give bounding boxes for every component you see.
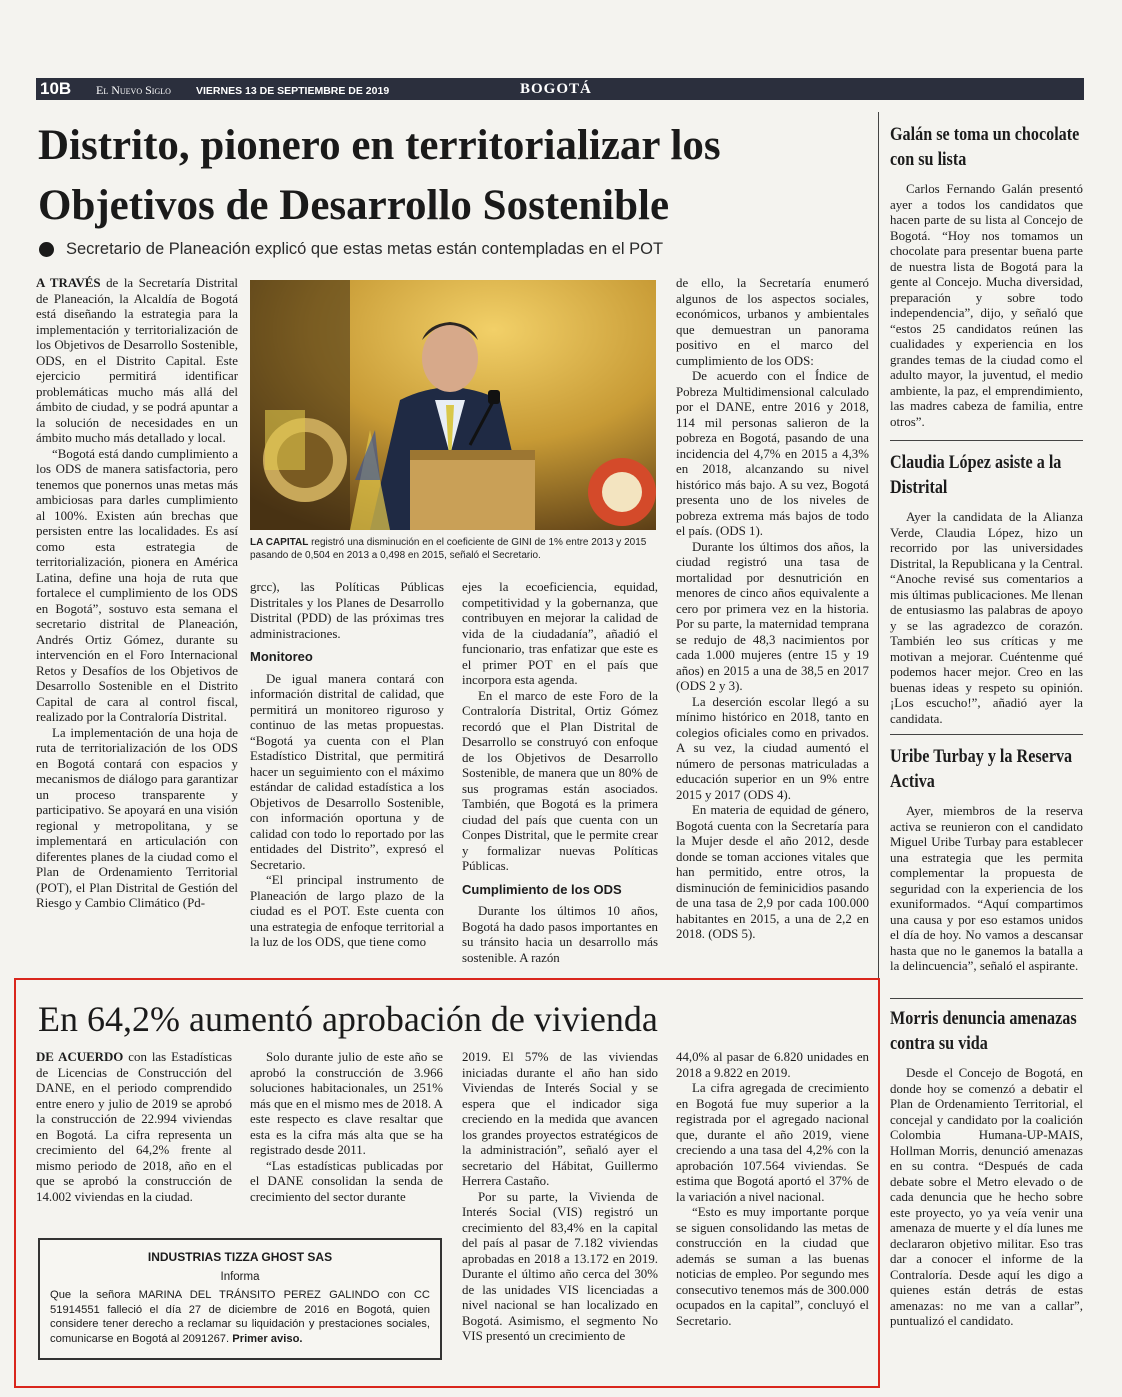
sidebar-separator (890, 440, 1083, 441)
paragraph: “El principal instrumento de Planeación de largo plazo de la ciudad es el POT. Este cuenta con una estrategia de enfoque territorial a la luz de los ODS, que tiene como (250, 873, 444, 949)
notice-body-wrap (50, 1288, 430, 1346)
bullet-icon (39, 242, 54, 257)
subhead-monitoreo: Monitoreo (250, 649, 313, 664)
paragraph: 44,0% al pasar de 6.820 unidades en 2018 a 9.822 en 2019. (676, 1050, 869, 1080)
notice-informa: Informa (220, 1271, 260, 1283)
main-article-col4 (676, 276, 869, 976)
paragraph: La implementación de una hoja de ruta de territorialización de los ODS en Bogotá contará con espacios y mecanismos de diálogo para garantizar un proceso transparente y participativo. Se apoyará en una visión regional y metropolitana, y se implementará en articulación con diferentes planes de la ciudad como el Plan de Ordenamiento Territorial (POT), el Plan Distrital de Gestión del Riesgo y Cambio Climático (Pd- (36, 725, 238, 910)
notice-company: INDUSTRIAS TIZZA GHOST SAS (147, 1250, 333, 1264)
sidebar-item-4 (890, 1006, 1083, 1356)
main-article-col2 (250, 580, 444, 976)
paragraph: ejes la ecoeficiencia, equidad, competitividad y la gobernanza, que contribuyen en mejorar la calidad de vida de la ciudadanía”, añadió el funcionario, tras enfatizar que este es el primer POT en el país que incorpora esta agenda. (462, 580, 658, 687)
section-name: BOGOTÁ (520, 81, 592, 97)
paragraph: En el marco de este Foro de la Contraloría Distrital, Ortiz Gómez recordó que el Plan Distrital de Desarrollo se construyó con enfoque de los Objetivos de Desarrollo Sostenible, de manera que un 80% de sus programas están asociados. También, que Bogotá es la primera ciudad del país que cuenta con un Conpes Distrital, que le permite crear y formalizar nuevas Políticas Públicas. (462, 688, 658, 873)
paragraph: Durante los últimos dos años, la ciudad registró una tasa de mortalidad por desnutrición en menores de cinco años equivalente a cero por primera vez en la historia. Por su parte, la maternidad temprana se redujo de 48,3 nacimientos por cada 1.000 mujeres (entre 15 y 19 años) en 2015 a una de 38,5 en 2017 (ODS 2 y 3). (676, 539, 869, 693)
caption-text: registró una disminución en el coeficiente de GINI de 1% entre 2013 y 2015 pasando de 0,504 en 2013 a 0,498 en 2015, señaló el Secretario. (250, 537, 647, 561)
vivienda-col4 (676, 1050, 869, 1366)
main-headline: Distrito, pionero en territorializar los Objetivos de Desarrollo Sostenible (38, 122, 721, 229)
paragraph: “Esto es muy importante porque se siguen consolidando las metas de construcción en la ciudad que además se suman a las buenas noticias de empleo. Por segundo mes consecutivo tenemos más de 300.000 ocupados en la capital”, concluyó el Secretario. (676, 1205, 869, 1328)
sidebar-body: Ayer, miembros de la reserva activa se reunieron con el candidato Miguel Uribe Turbay para establecer una estrategia que les permita complementar la propuesta de seguridad con la experiencia de los exuniformados. “Aquí compartimos una causa y por eso estamos unidos el día de hoy. No vamos a descansar hasta que no le ganemos la batalla a la delincuencia”, señaló el aspirante. (890, 804, 1083, 973)
notice-body: Que la señora MARINA DEL TRÁNSITO PEREZ GALINDO con CC 51914551 falleció el día 27 de diciembre de 2016 en Bogotá, quien considere tener derecho a reclamar su liquidación y prestaciones sociales, comunicarse en Bogotá al 2091267. (50, 1289, 430, 1345)
paragraph: La deserción escolar llegó a su mínimo histórico en 2018, tanto en colegios oficiales como en privados. A su vez, la ciudad aumentó el número de personas matriculadas a educación superior en un 9% entre 2015 y 2017 (ODS 4). (676, 694, 869, 802)
paragraph: Durante los últimos 10 años, Bogotá ha dado pasos importantes en su tránsito hacia un desarrollo más sostenible. A razón (462, 904, 658, 965)
paragraph: Solo durante julio de este año se aprobó la construcción de 3.966 soluciones habitacionales, un 251% más que en el mismo mes de 2018. A este respecto es clave resaltar que esta es la cifra más alta que se ha registrado desde 2011. (250, 1050, 443, 1157)
sidebar-item-2 (890, 450, 1083, 726)
sidebar-title: Uribe Turbay y la Reserva Activa (890, 746, 1073, 792)
vivienda-headline: En 64,2% aumentó aprobación de vivienda (38, 999, 658, 1039)
paragraph: con las Estadísticas de Licencias de Construcción del DANE, en el periodo comprendido entre enero y julio de 2019 se aprobó la construcción de 22.994 viviendas en Bogotá. La cifra representa un crecimiento del 64,2% frente al mismo periodo de 2018, año en el que se aprobó la construcción de 14.002 viviendas en la ciudad. (36, 1050, 232, 1204)
sidebar-title: Claudia López asiste a la Distrital (890, 452, 1062, 498)
sidebar-item-1 (890, 122, 1083, 429)
sidebar-separator (890, 734, 1083, 735)
main-article-col3 (462, 580, 658, 976)
paragraph: Por su parte, la Vivienda de Interés Social (VIS) registró un crecimiento del 83,4% en la capital del país al pasar de 7.182 viviendas aprobadas en 2018 a 13.172 en 2019. Durante el último año cerca del 30% de las unidades VIS licenciadas a nivel nacional se han localizado en Bogotá. Asimismo, el segmento No VIS presentó un crecimiento de (462, 1189, 658, 1343)
paragraph: De igual manera contará con información distrital de calidad, que permitirá un monitoreo riguroso y continuo de las metas propuestas. “Bogotá ya cuenta con el Plan Estadístico Distrital, que permitirá hacer un seguimiento con el máximo estándar de calidad estadística a los Objetivos de Desarrollo Sostenible, con información oportuna y de calidad con todo lo reportado por las entidades del Distrito”, expresó el Secretario. (250, 671, 444, 872)
header-date: VIERNES 13 DE SEPTIEMBRE DE 2019 (196, 85, 390, 97)
main-article-col1 (36, 276, 238, 976)
lead-words: DE ACUERDO (36, 1050, 124, 1064)
notice-tag: Primer aviso. (232, 1332, 303, 1345)
paragraph: “Bogotá está dando cumplimiento a los ODS de manera satisfactoria, pero tenemos que ponernos unas metas más ambiciosas para darles cumplimiento al 100%. Existen aún brechas que persisten entre las localidades. Es así como esta estrategia de territorialización, pionera en América Latina, define una hoja de ruta que fortalece el cumplimiento de los ODS en Bogotá”, sostuvo esta semana el secretario distrital de Planeación, Andrés Ortiz Gómez, durante su intervención en el Foro Internacional Retos y Desafíos de los Objetivos de Desarrollo Sostenible en el Distrito Capital de cara al control fiscal, realizado por la Contraloría Distrital. (36, 446, 238, 724)
sidebar-body: Carlos Fernando Galán presentó ayer a todos los candidatos que hacen parte de su lista al Concejo de Bogotá. “Hoy nos tomamos un chocolate para presentar buena parte de nuestra lista de Bogotá para la gente al Concejo. Mucha diversidad, preparación y sobre todo independencia”, dijo, y señaló que “estos 25 candidatos reúnen las cualidades y experiencia en los grandes temas de la ciudad como el adulto mayor, la juventud, el medio ambiente, la paz, el emprendimiento, las madres cabeza de familia, entre otros”. (890, 182, 1083, 429)
paragraph: grcc), las Políticas Públicas Distritales y los Planes de Desarrollo Distrital (PDD) de las próximas tres administraciones. (250, 580, 444, 641)
photo-illustration (250, 280, 656, 530)
paragraph: “Las estadísticas publicadas por el DANE consolidan la senda de crecimiento del sector durante (250, 1158, 443, 1204)
subhead-cumplimiento: Cumplimiento de los ODS (462, 881, 622, 897)
photo-caption (250, 536, 658, 562)
paragraph: de ello, la Secretaría enumeró algunos de los aspectos sociales, económicos, urbanos y ambientales que demuestran un panorama positivo en el marco del cumplimiento de los ODS: (676, 276, 869, 368)
sidebar-title: Morris denuncia amenazas contra su vida (890, 1008, 1077, 1054)
paragraph: 2019. El 57% de las viviendas iniciadas durante el año han sido Viviendas de Interés Social y se espera que el indicador siga creciendo en la medida que avancen los grandes proyectos estratégicos de la administración”, señaló ayer el secretario del Hábitat, Guillermo Herrera Castaño. (462, 1050, 658, 1188)
vivienda-col1 (36, 1050, 232, 1226)
paragraph: De acuerdo con el Índice de Pobreza Multidimensional calculado por el DANE, entre 2016 y 2018, 114 mil personas salieron de la pobreza en Bogotá, pasando de una incidencia del 4,7% en 2015 a 4,3% en 2018, alcanzando su nivel histórico más bajo. A su vez, Bogotá presenta uno de los niveles de pobreza extrema más bajos de todo el país. (ODS 1). (676, 369, 869, 538)
paragraph: En materia de equidad de género, Bogotá cuenta con la Secretaría para la Mujer desde el año 2012, desde donde se toman acciones vitales que han permitido, entre otros, la disminución de feminicidios pasando de una tasa de 2,9 por cada 100.000 habitantes en 2015, a una de 2,2 en 2018. (ODS 5). (676, 803, 869, 941)
paper-name: El Nuevo Siglo (96, 83, 171, 97)
paragraph: de la Secretaría Distrital de Planeación, la Alcaldía de Bogotá está diseñando la estrategia para la implementación y territorialización de los Objetivos de Desarrollo Sostenible, ODS, en el Distrito Capital. Este ejercicio permitirá identificar problemáticas mucho más allá del ámbito de ciudad, y se podrá apuntar a la solución de necesidades en un ámbito mucho más detallado y local. (36, 276, 238, 445)
sidebar-body: Ayer la candidata de la Alianza Verde, Claudia López, hizo un recorrido por las universidades Distrital, la Republicana y la Central. “Anoche revisé sus comentarios a mis últimas publicaciones. Me llenan de entusiasmo las palabras de apoyo y se las agradezco de corazón. También leo sus críticas y me motivan a mejorar. Cuéntenme qué podemos hacer mejor. Creo en las buenas ideas y respeto su opinión. ¡Los escucho!”, añadió ayer la candidata. (890, 510, 1083, 726)
speaker-photo (250, 280, 656, 530)
sidebar-separator (890, 998, 1083, 999)
page-number: 10B (40, 79, 72, 98)
caption-lead: LA CAPITAL (250, 537, 309, 548)
lead-words: A TRAVÉS (36, 276, 101, 290)
legal-notice (38, 1238, 442, 1360)
sidebar-body: Desde el Concejo de Bogotá, en donde hoy se comenzó a debatir el Plan de Ordenamiento Territorial, el concejal y candidato por la coalición Colombia Humana-UP-MAIS, Hollman Morris, denunció amenazas en su contra. “Después de cada debate sobre el Metro elevado o de cada denuncia que he hecho sobre este proyecto, yo ya veía venir una amenaza de muerte y el día lunes me declararon objetivo militar. Eso tras dar a conocer el informe de la Contraloría. Desde aquí les digo a quienes están detrás de estas amenazas: no me van a callar”, puntualizó el candidato. (890, 1066, 1083, 1328)
vivienda-col2 (250, 1050, 443, 1226)
sidebar-item-3 (890, 744, 1083, 973)
main-subheadline: Secretario de Planeación explicó que estas metas están contempladas en el POT (66, 240, 664, 258)
vivienda-col3 (462, 1050, 658, 1366)
paragraph: La cifra agregada de crecimiento en Bogotá fue muy superior a la registrada por el agregado nacional que, durante el año 2019, viene creciendo a una tasa del 4,2% con la aprobación 107.564 viviendas. Se estima que Bogotá aportó el 37% de la variación a nivel nacional. (676, 1081, 869, 1204)
sidebar-title: Galán se toma un chocolate con su lista (890, 124, 1080, 170)
